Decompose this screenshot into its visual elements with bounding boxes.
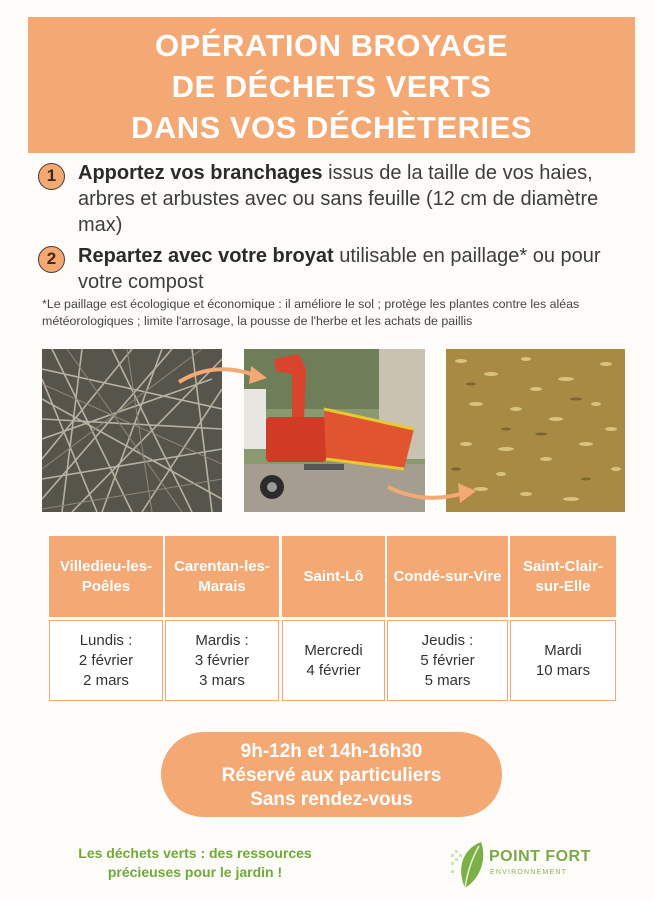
arrow-icon [175,358,270,390]
title-line-3: DANS VOS DÉCHÈTERIES [130,110,532,145]
town-saint-lo: Saint-Lô [282,536,385,617]
dates-carentan: Mardis : 3 février 3 mars [165,620,279,701]
logo-subtitle: ENVIRONNEMENT [490,869,568,876]
leaf-icon [451,840,487,890]
title-line-2: DE DÉCHETS VERTS [171,69,492,104]
dates-saint-lo: Mercredi 4 février [282,620,385,701]
dates-conde: Jeudis : 5 février 5 mars [387,620,508,701]
town-villedieu: Villedieu-les-Poêles [49,536,163,617]
step-2-rest: utilisable en paillage* ou pour votre compost [78,245,601,293]
point-fort-logo [447,838,597,892]
footnote: *Le paillage est écologique et économique : il améliore le sol ; protège les plantes contre les aléas météorologiques ; limite l'arrosage, la pousse de l'herbe et les achats de paillis [42,297,580,328]
arrow-icon [384,475,479,507]
step-1 [38,160,628,238]
step-2-number: 2 [38,246,65,273]
title-banner [28,17,635,153]
step-2-bold: Repartez avec votre broyat [78,245,334,267]
hours-pill [161,732,502,817]
step-2-text [78,243,628,295]
step-1-rest: issus de la taille de vos haies, arbres et arbustes avec ou sans feuille (12 cm de diamètre max) [78,162,599,236]
hours-line-2: Réservé aux particuliers [221,765,442,786]
step-1-text [78,160,628,238]
dates-villedieu: Lundis : 2 février 2 mars [49,620,163,701]
step-1-bold: Apportez vos branchages [78,162,323,184]
town-carentan: Carentan-les-Marais [165,536,279,617]
logo-name: POINT FORT [489,848,591,865]
step-2 [38,243,628,295]
step-1-number: 1 [38,163,65,190]
town-conde: Condé-sur-Vire [387,536,508,617]
hours-line-1: 9h-12h et 14h-16h30 [240,741,423,762]
hours-line-3: Sans rendez-vous [250,789,413,810]
dates-saint-clair: Mardi 10 mars [510,620,616,701]
title-line-1: OPÉRATION BROYAGE [155,28,508,63]
footer-tagline: Les déchets verts : des ressources précieuses pour le jardin ! [78,845,312,880]
town-saint-clair: Saint-Clair-sur-Elle [510,536,616,617]
